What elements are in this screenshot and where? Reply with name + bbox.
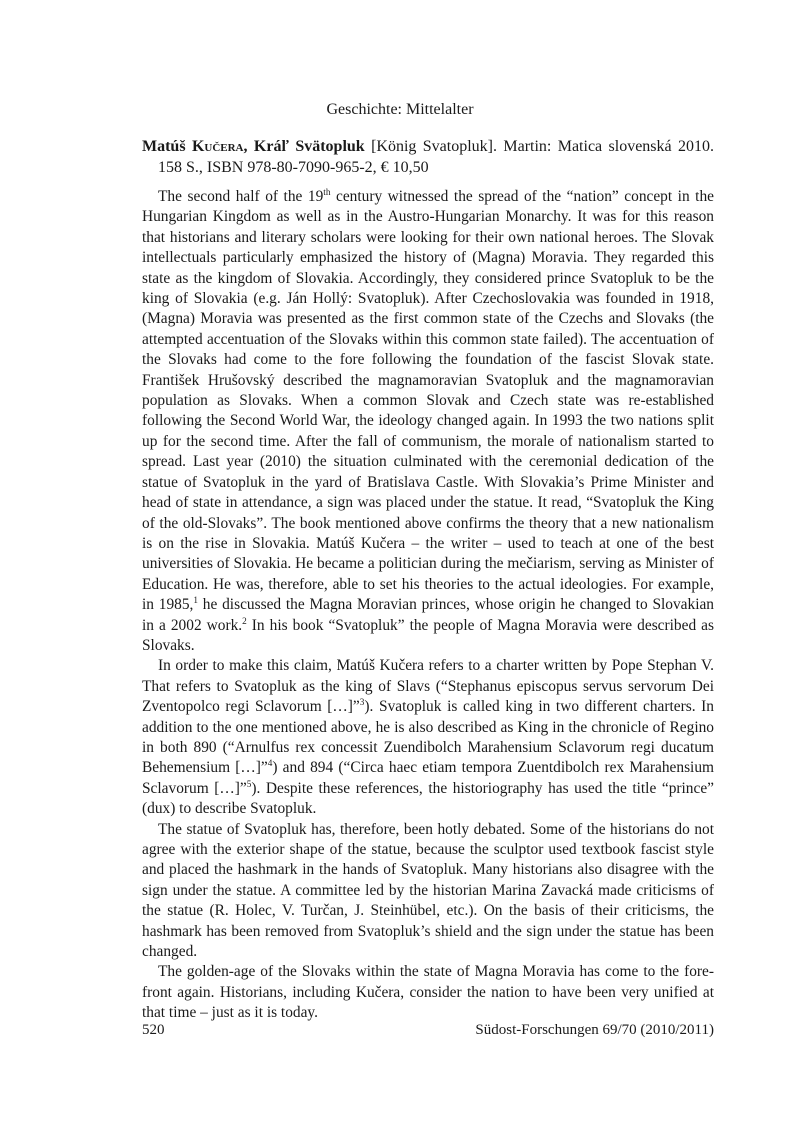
author-first-name: Matúš bbox=[142, 138, 192, 155]
author-last-name: Kučera bbox=[191, 138, 244, 155]
paragraph-1-text-c: he discussed the Magna Moravian princes, whose origin he changed to Slovakian in a 2002 work. bbox=[142, 596, 714, 634]
paragraph-2 bbox=[142, 656, 714, 819]
page-number: 520 bbox=[142, 1022, 165, 1038]
paragraph-1-text-a: The second half of the 19 bbox=[158, 188, 324, 205]
footnote-ref-5: 5 bbox=[246, 778, 252, 789]
paragraph-2-text-d: ). Despite these references, the historiography has used the title “prince” (dux) to describe Svatopluk. bbox=[142, 779, 714, 818]
review-body bbox=[142, 137, 714, 1024]
paragraph-3: The statue of Svatopluk has, therefore, been hotly debated. Some of the historians do not agree with the exterior shape of the statue, because the sculptor used textbook fascist style and placed the hashmark in the hands of Svatopluk. Many historians also disagree with the sign under the statue. A committee led by the historian Marina Zavacká made criticisms of the statue (R. Holec, V. Turčan, J. Steinhübel, etc.). On the basis of their criticisms, the hashmark has been removed from Svatopluk’s shield and the sign under the statue has been changed. bbox=[142, 820, 714, 961]
book-details: [König Svatopluk]. Martin: Matica slovenská 2010. 158 S., ISBN 978-80-7090-965-2, € 10,50 bbox=[158, 138, 715, 176]
footnote-ref-1: 1 bbox=[193, 595, 199, 605]
paragraph-1-text-d: In his book “Svatopluk” the people of Magna Moravia were described as Slovaks. bbox=[142, 616, 714, 654]
journal-citation: Südost-Forschungen 69/70 (2010/2011) bbox=[475, 1022, 714, 1038]
ordinal-superscript: th bbox=[323, 186, 331, 197]
paragraph-1 bbox=[142, 187, 714, 656]
paragraph-4: The golden-age of the Slovaks within the state of Magna Moravia has come to the forefront again. Historians, including Kučera, consider the nation to have been very unified at that time – just as it is today. bbox=[142, 963, 714, 1022]
paragraph-2-text-c: ) and 894 (“Circa haec etiam tempora Zuentdibolch rex Marahensium Sclavorum […]” bbox=[142, 759, 714, 797]
footnote-ref-2: 2 bbox=[242, 615, 247, 626]
bibliographic-entry bbox=[142, 137, 714, 178]
running-header: Geschichte: Mittelalter bbox=[326, 101, 474, 118]
footnote-ref-4: 4 bbox=[267, 758, 273, 769]
paragraph-2-text-a: In order to make this claim, Matúš Kučera refers to a charter written by Pope Stephan V. That refers to Svatopluk as the king of Slavs (“Stephanus episcopus servus servorum Dei Zventopolco regi Sclavorum […]” bbox=[142, 657, 714, 716]
entry-separator: , bbox=[243, 138, 254, 155]
paragraph-1-text-b: century witnessed the spread of the “nation” concept in the Hungarian Kingdom as well as in the Austro-Hungarian Monarchy. It was for this reason that historians and literary scholars were looking for their own national heroes. The Slovak intellectuals particularly emphasized the history of (Magna) Moravia. They regarded this state as the kingdom of Slovakia. Accordingly, they considered prince Svatopluk to be the king of Slovakia (e.g. Ján Hollý: Svatopluk). After Czechoslovakia was founded in 1918, (Magna) Moravia was presented as the first common state of the Czechs and Slovaks (the attempted accentuation of the Slovaks within this common state failed). The accentuation of the Slovaks had come to the fore following the foundation of the fascist Slovak state. František Hrušovský described the magnamoravian Svatopluk and the magnamoravian population as Slovaks. When a common Slovak and Czech state was re-established following the Second World War, the ideology changed again. In 1993 the two nations split up for the second time. After the fall of communism, the morale of nationalism started to spread. Last year (2010) the situation culminated with the ceremonial dedication of the statue of Svatopluk in the yard of Bratislava Castle. With Slovakia’s Prime Minister and head of state in attendance, a sign was placed under the statue. It read, “Svatopluk the King of the old-Slovaks”. The book mentioned above confirms the theory that a new nationalism is on the rise in Slovakia. Matúš Kučera – the writer – used to teach at one of the best universities of Slovakia. He became a politician during the mečiarism, serving as Minister of Education. He was, therefore, able to set his theories to the actual ideologies. For example, in 1985, bbox=[142, 188, 714, 614]
book-title: Kráľ Svätopluk bbox=[253, 138, 365, 155]
footnote-ref-3: 3 bbox=[359, 697, 365, 708]
paragraph-2-text-b: ). Svatopluk is called king in two different charters. In addition to the one mentioned above, he is also described as King in the chronicle of Regino in both 890 (“Arnulfus rex concessit Zuendibolch Marahensium Sclavorum regi ducatum Behemensium […]” bbox=[142, 698, 714, 777]
